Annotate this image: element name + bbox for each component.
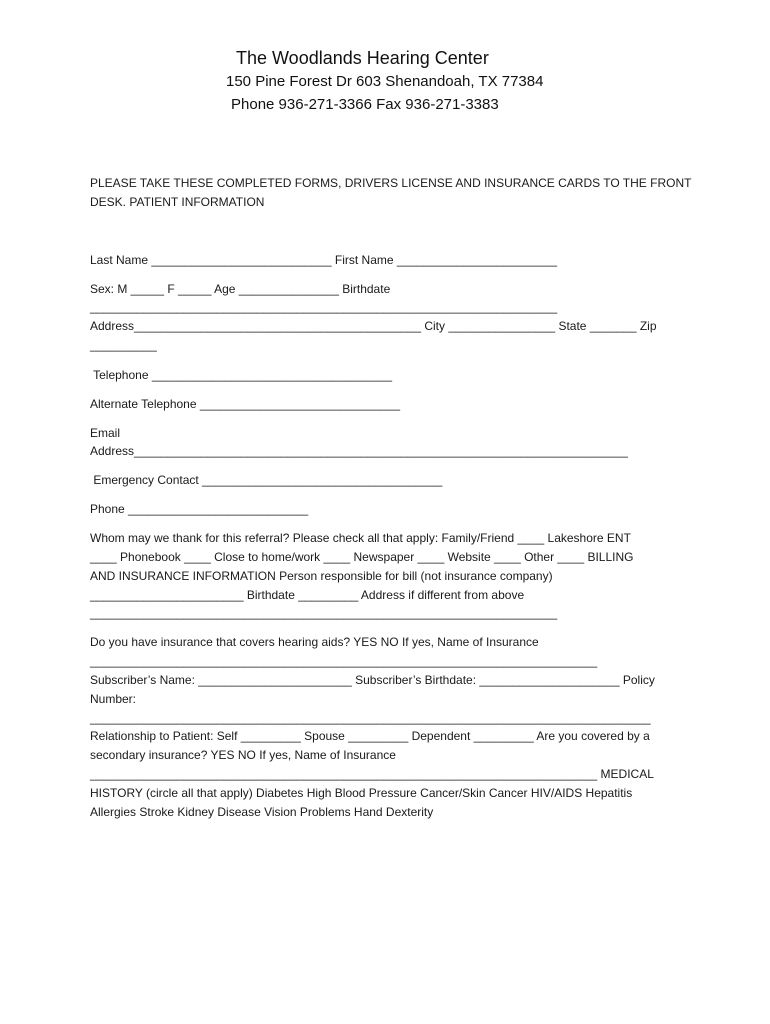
- subscriber-line: Subscriber’s Name: _______________________ Subscriber’s Birthdate: _____________________ Policy: [90, 673, 655, 687]
- clinic-phone-fax: Phone 936-271-3366 Fax 936-271-3383: [231, 96, 499, 113]
- referral-line-1: Whom may we thank for this referral? Please check all that apply: Family/Friend ____ Lakeshore ENT: [90, 531, 631, 545]
- phone-field-line: Phone ___________________________: [90, 502, 309, 516]
- secondary-insurance-line: secondary insurance? YES NO If yes, Name of Insurance: [90, 748, 396, 762]
- emergency-contact-field-line: Emergency Contact ____________________________________: [90, 473, 443, 487]
- instructions-line-1: PLEASE TAKE THESE COMPLETED FORMS, DRIVERS LICENSE AND INSURANCE CARDS TO THE FRONT: [90, 176, 692, 190]
- clinic-address: 150 Pine Forest Dr 603 Shenandoah, TX 77384: [226, 73, 544, 90]
- zip-blank-line: __________: [90, 338, 157, 352]
- insurance-name-blank-line: ____________________________________________________________________________: [90, 654, 598, 668]
- alternate-telephone-field-line: Alternate Telephone ______________________________: [90, 397, 401, 411]
- billing-line-1: AND INSURANCE INFORMATION Person responsible for bill (not insurance company): [90, 569, 553, 583]
- medical-history-line-2: Allergies Stroke Kidney Disease Vision Problems Hand Dexterity: [90, 805, 434, 819]
- policy-number-blank-line: ____________________________________________________________________________________: [90, 711, 651, 725]
- address-field-line: Address___________________________________________ City ________________ State _______ Zip: [90, 319, 657, 333]
- name-field-line: Last Name ___________________________ First Name ________________________: [90, 253, 558, 267]
- clinic-name: The Woodlands Hearing Center: [236, 48, 489, 68]
- billing-address-blank-line: ______________________________________________________________________: [90, 606, 558, 620]
- relationship-line: Relationship to Patient: Self _________ Spouse _________ Dependent _________ Are you covered by a: [90, 729, 650, 743]
- sex-age-birthdate-line: Sex: M _____ F _____ Age _______________ Birthdate: [90, 282, 391, 296]
- email-address-field-line: Address__________________________________________________________________________: [90, 444, 628, 458]
- medical-history-line-1: HISTORY (circle all that apply) Diabetes High Blood Pressure Cancer/Skin Cancer HIV/AIDS Hepatitis: [90, 786, 633, 800]
- telephone-field-line: Telephone ____________________________________: [90, 368, 393, 382]
- policy-number-label-line: Number:: [90, 692, 137, 706]
- email-label-line: Email: [90, 426, 121, 440]
- secondary-insurance-blank-line: ____________________________________________________________________________ MEDICAL: [90, 767, 654, 781]
- billing-line-2: _______________________ Birthdate _________ Address if different from above: [90, 588, 525, 602]
- instructions-line-2: DESK. PATIENT INFORMATION: [90, 195, 265, 209]
- insurance-question-line: Do you have insurance that covers hearing aids? YES NO If yes, Name of Insurance: [90, 635, 539, 649]
- referral-line-2: ____ Phonebook ____ Close to home/work ____ Newspaper ____ Website ____ Other ____ BILLING: [90, 550, 634, 564]
- birthdate-blank-line: ______________________________________________________________________: [90, 300, 558, 314]
